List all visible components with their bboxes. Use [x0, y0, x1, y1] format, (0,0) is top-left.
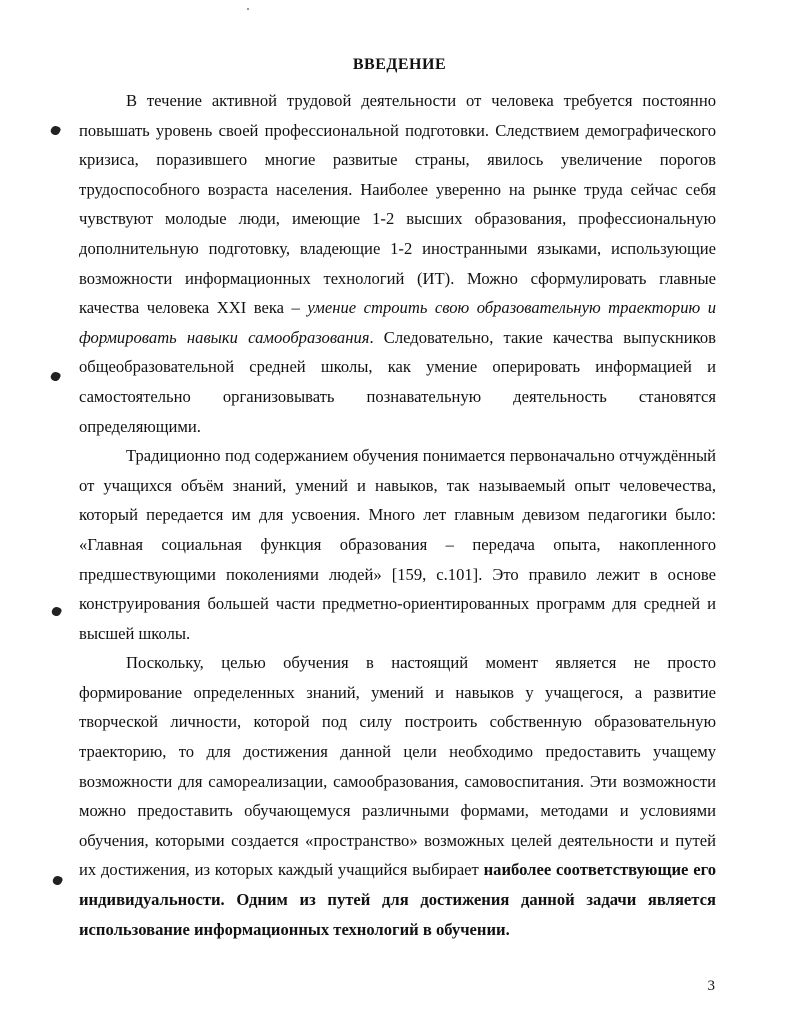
paragraph-3-text: Поскольку, целью обучения в настоящий момент является не просто формирование определенных знаний, умений и навыков у учащегося, а развитие творческой личности, которой под силу построить собственную образовательную траекторию, то для достижения данной цели необходимо предоставить учащему возможности для самореализации, самообразования, самовоспитания. Эти возможности можно предоставить обучающемуся различными формами, методами и условиями обучения, которыми создается «пространство» возможных целей деятельности и путей их достижения, из которых каждый учащийся выбирает	[79, 653, 716, 880]
paragraph-1-emphasis: умение строить свою образовательную траекторию и формировать навыки самообразования	[79, 298, 716, 347]
body-text	[79, 86, 716, 944]
margin-mark-icon	[52, 875, 64, 887]
scan-speck	[247, 8, 249, 10]
paragraph-1-text-a: В течение активной трудовой деятельности от человека требуется постоянно повышать уровень своей профессиональной подготовки. Следствием демографического кризиса, поразившего многие развитые страны, явилось увеличение порогов трудоспособного возраста населения. Наиболее уверенно на рынке труда сейчас себя чувствуют молодые люди, имеющие 1-2 высших образования, профессиональную дополнительную подготовку, владеющие 1-2 иностранными языками, использующие возможности информационных технологий (ИТ). Можно сформулировать главные качества человека XXI века –	[79, 91, 716, 318]
paragraph-1	[79, 86, 716, 441]
paragraph-2: Традиционно под содержанием обучения понимается первоначально отчуждённый от учащихся объём знаний, умений и навыков, так называемый опыт человечества, который передается им для усвоения. Много лет главным девизом педагогики было: «Главная социальная функция образования – передача опыта, накопленного предшествующими поколениями людей» [159, с.101]. Это правило лежит в основе конструирования большей части предметно-ориентированных программ для средней и высшей школы.	[79, 446, 716, 643]
paragraph-1-text-b: . Следовательно, такие качества выпускников общеобразовательной средней школы, как умение оперировать информацией и самостоятельно организовывать познавательную деятельность становятся определяющими.	[79, 327, 716, 436]
page-number: 3	[707, 978, 715, 994]
margin-mark-icon	[50, 371, 62, 383]
margin-mark-icon	[50, 125, 62, 137]
paragraph-3	[79, 648, 716, 944]
page-title: ВВЕДЕНИЕ	[352, 56, 447, 73]
margin-mark-icon	[51, 606, 63, 618]
paragraph-3-bold-tail: наиболее соответствующие его индивидуальности. Одним из путей для достижения данной задачи является использование информационных технологий в обучении.	[79, 860, 716, 939]
